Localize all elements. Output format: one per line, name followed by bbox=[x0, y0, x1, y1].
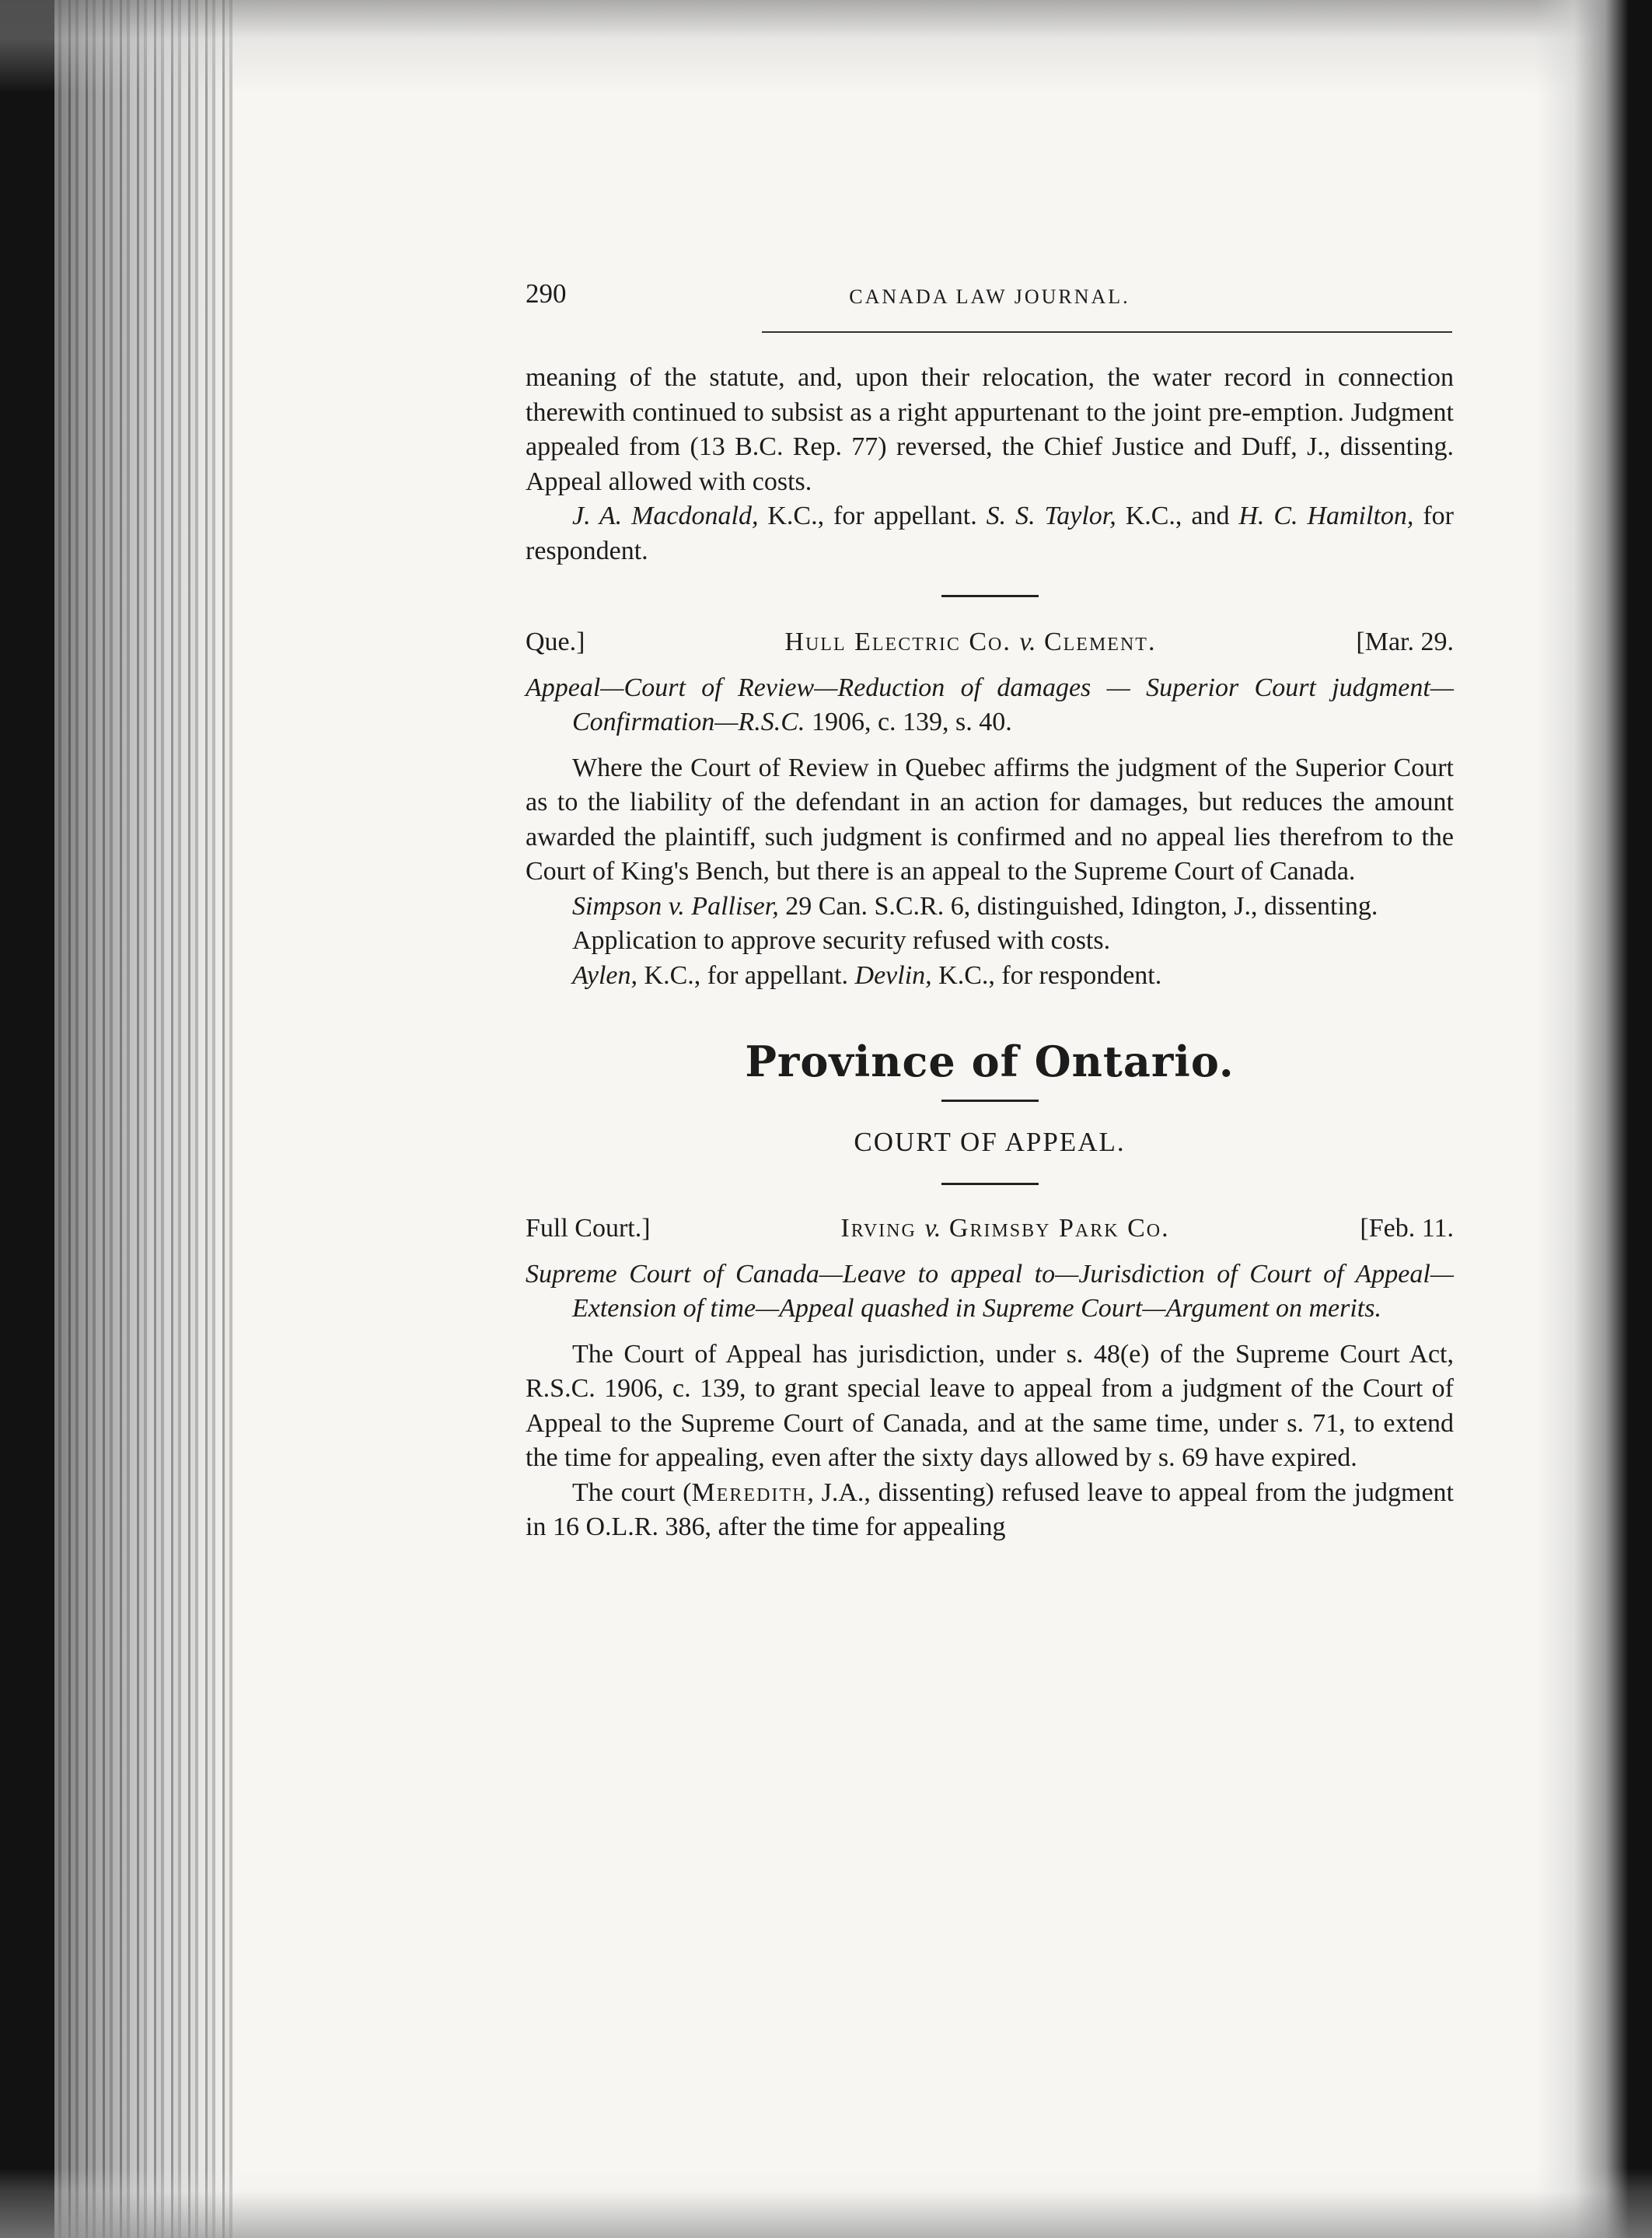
counsel-name: Aylen, bbox=[572, 960, 638, 990]
case-holding: Where the Court of Review in Quebec affirms the judgment of the Superior Court as to the liability of the defendant in an action for damages, but reduces the amount awarded the plaintiff, such judgment is confirmed and no appeal lies therefrom to the Court of King's Bench, but there is an appeal to the Supreme Court of Canada. bbox=[526, 753, 1454, 886]
running-header bbox=[526, 277, 1454, 323]
header-rule bbox=[762, 331, 1452, 333]
case-result: The court (Meredith, J.A., dissenting) refused leave to appeal from the judgment in 16 O.L.R. 386, after the time for appealing bbox=[526, 1477, 1455, 1541]
counsel-name: H. C. Hamilton, bbox=[1238, 502, 1414, 530]
page-number: 290 bbox=[526, 278, 567, 309]
case-holding: The Court of Appeal has jurisdiction, under s. 48(e) of the Supreme Court Act, R.S.C. 1906, c. 139, to grant special leave to appeal from a judgment of the Court of Appeal to the Supreme Court of Canada, and at the same time, under s. 71, to extend the time for appealing, even after the sixty days allowed by s. 69 have expired. bbox=[526, 1339, 1454, 1472]
counsel-name: Devlin, bbox=[854, 960, 932, 990]
counsel-name: S. S. Taylor, bbox=[986, 502, 1116, 530]
section-separator bbox=[941, 1183, 1039, 1185]
case-heading-irving bbox=[526, 1212, 1454, 1247]
case-counsel: Aylen, K.C., for appellant. Devlin, K.C., for respondent. bbox=[572, 960, 1162, 990]
previous-case-text: meaning of the statute, and, upon their relocation, the water record in connection therewith continued to subsist as a right appurtenant to the joint pre-emption. Judgment appealed from (13 B.C. Rep. 77) reversed, the Chief Justice and Duff, J., dissenting. Appeal allowed with costs. bbox=[526, 363, 1454, 496]
case-catchwords: Supreme Court of Canada—Leave to appeal to—Jurisdiction of Court of Appeal—Extension of time—Appeal quashed in Supreme Court—Argument on merits. bbox=[526, 1259, 1454, 1323]
case-separator bbox=[941, 595, 1039, 597]
case-date: [Mar. 29. bbox=[1356, 628, 1454, 656]
journal-page bbox=[526, 277, 1454, 1545]
case-heading-hull bbox=[526, 625, 1454, 660]
previous-case-counsel: J. A. Macdonald, K.C., for appellant. S. S. Taylor, K.C., and H. C. Hamilton, for respondent. bbox=[526, 502, 1454, 565]
case-catchwords: Appeal—Court of Review—Reduction of damages — Superior Court judgment—Confirmation—R.S.C. 1906, c. 139, s. 40. bbox=[526, 673, 1454, 736]
case-application: Application to approve security refused with costs. bbox=[572, 926, 1111, 955]
scan-right-edge bbox=[1535, 0, 1652, 2238]
province-heading: Province of Ontario. bbox=[745, 1037, 1235, 1086]
case-jurisdiction: Full Court.] bbox=[526, 1214, 651, 1243]
section-separator bbox=[941, 1100, 1039, 1102]
counsel-name: J. A. Macdonald, bbox=[572, 502, 759, 530]
case-date: [Feb. 11. bbox=[1360, 1214, 1454, 1243]
case-title: Hull Electric Co. v. Clement. bbox=[784, 628, 1157, 656]
journal-title: CANADA LAW JOURNAL. bbox=[849, 285, 1130, 308]
court-heading: COURT OF APPEAL. bbox=[854, 1126, 1126, 1157]
case-title: Irving v. Grimsby Park Co. bbox=[840, 1214, 1170, 1243]
scan-top-edge bbox=[0, 0, 1652, 93]
scan-bottom-edge bbox=[0, 2168, 1652, 2238]
binding-gutter bbox=[0, 0, 54, 2238]
case-citation: Simpson v. Palliser, 29 Can. S.C.R. 6, distinguished, Idington, J., dissenting. bbox=[572, 891, 1378, 921]
case-jurisdiction: Que.] bbox=[526, 628, 585, 656]
